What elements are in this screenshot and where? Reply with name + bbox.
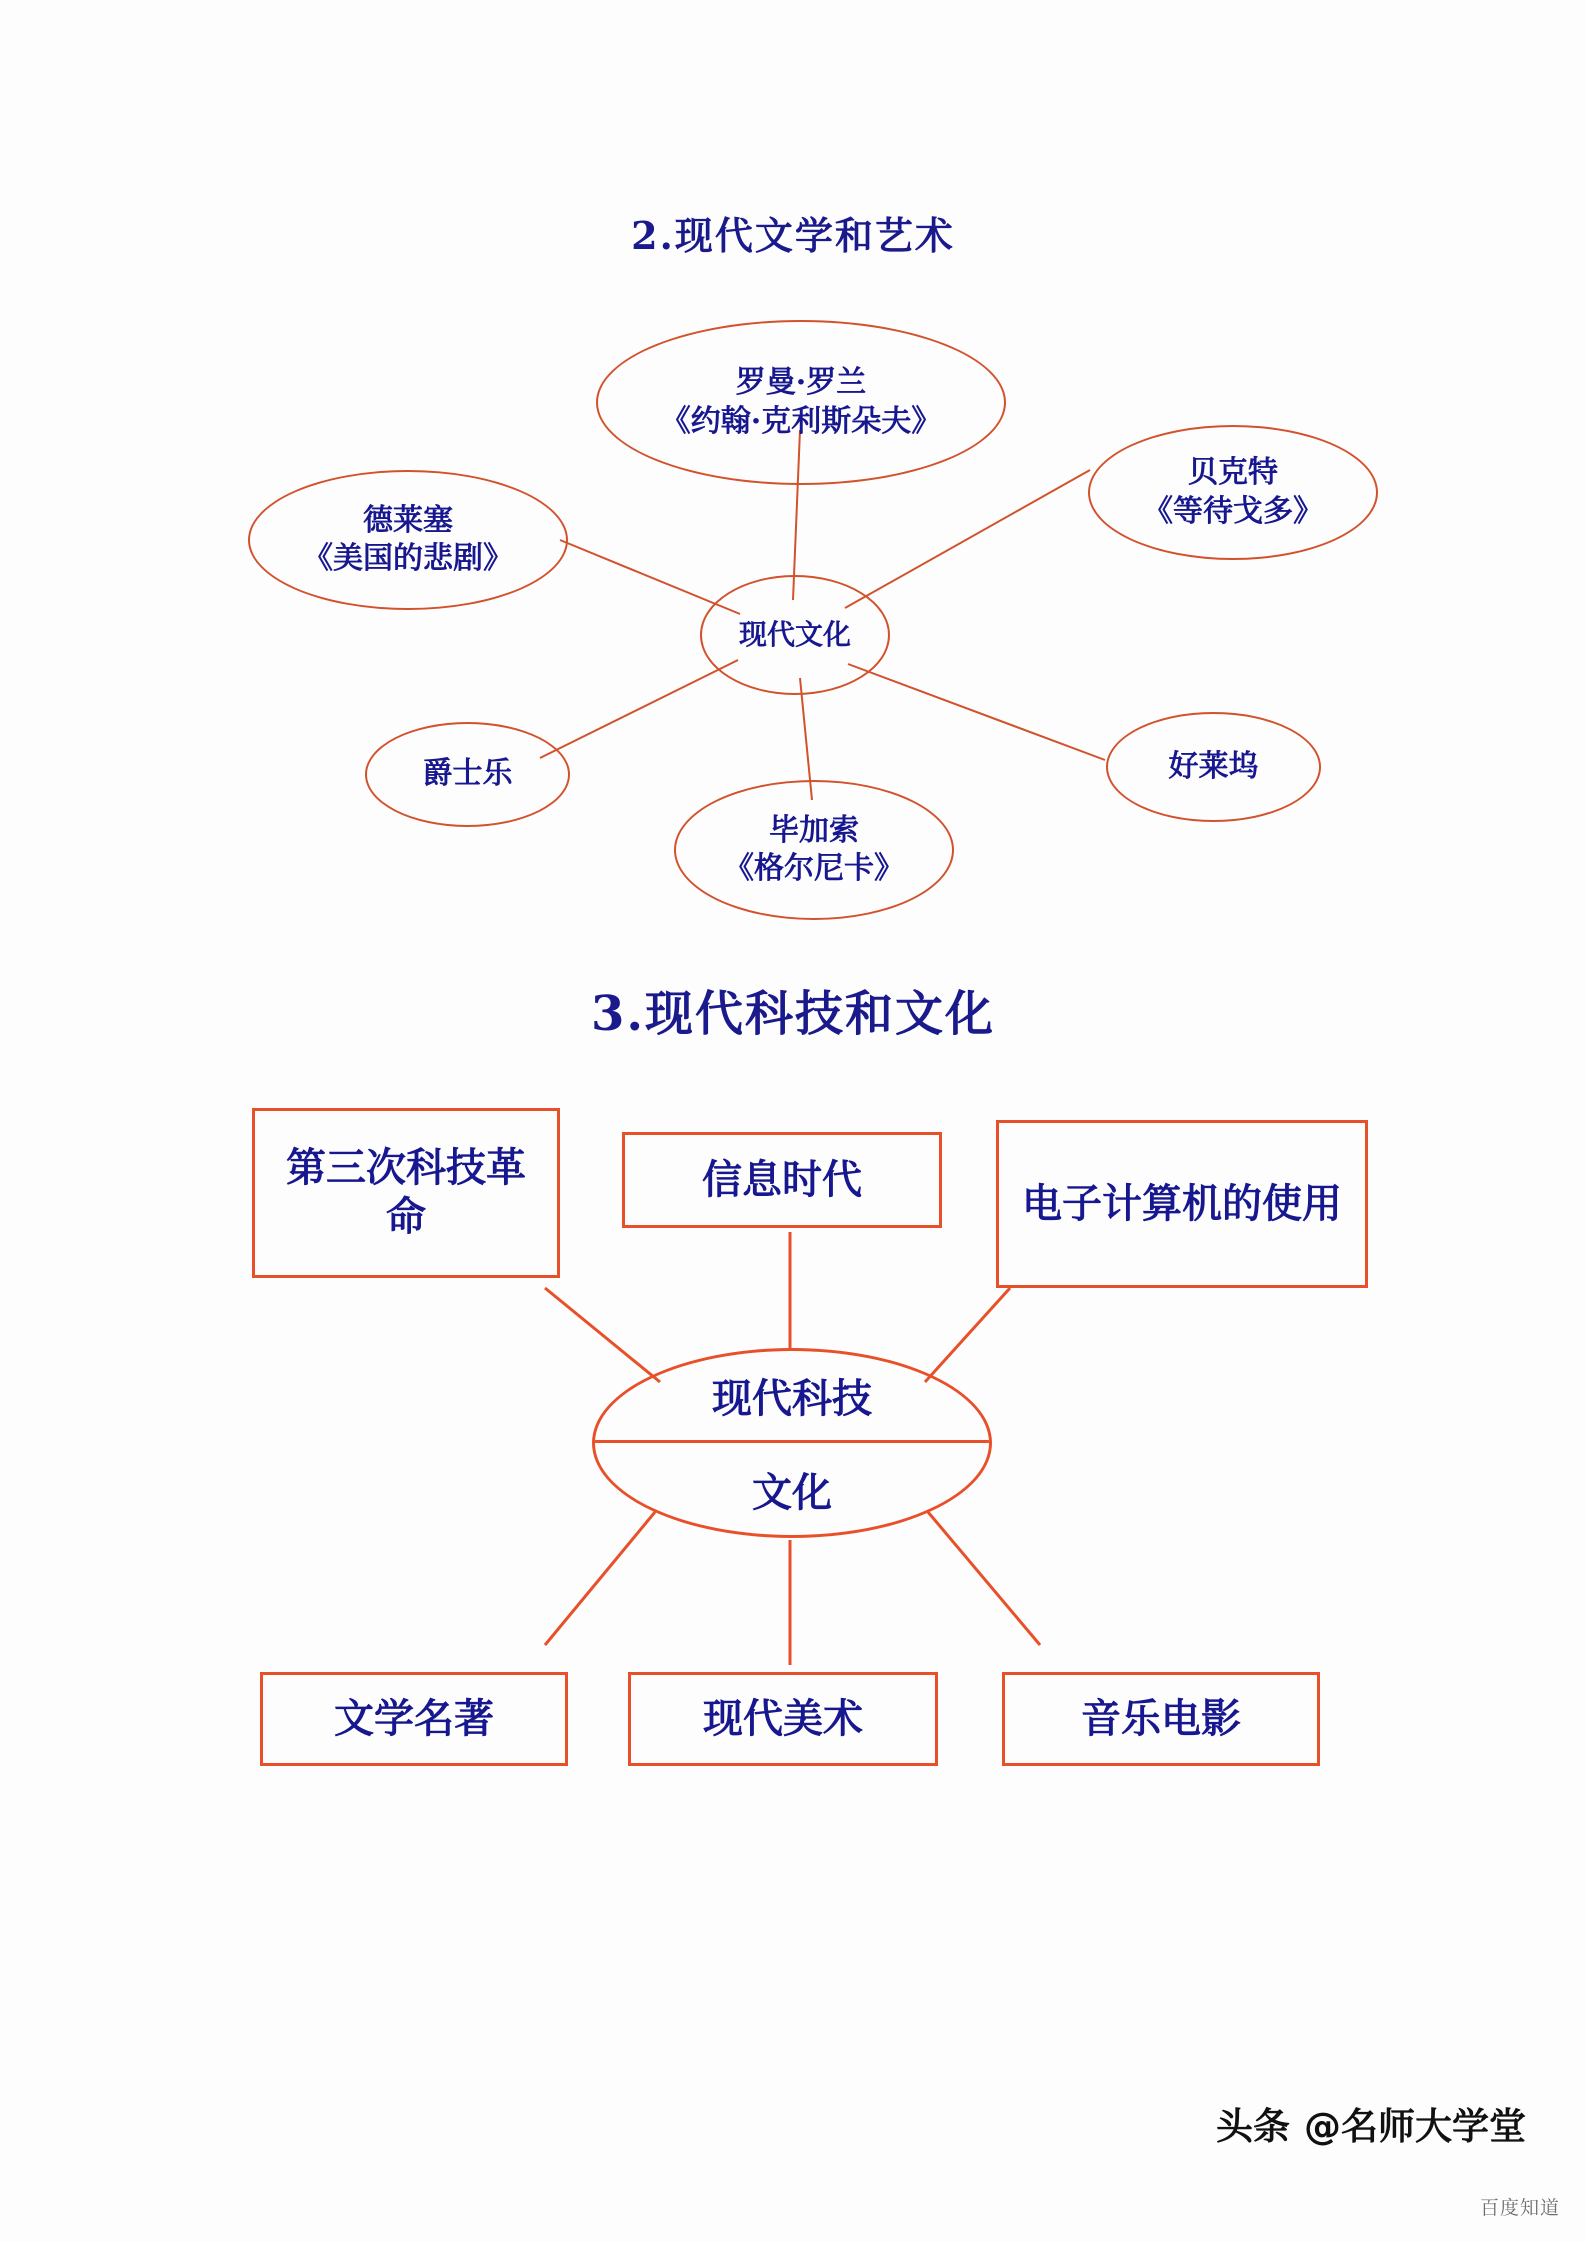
node-label: 音乐电影: [1081, 1694, 1241, 1742]
node-line: 好莱坞: [1168, 748, 1259, 784]
node-line: 毕加索: [769, 812, 859, 848]
node-center-modern-tech-culture[interactable]: [592, 1348, 992, 1538]
node-computer-use[interactable]: [996, 1120, 1368, 1288]
node-line: 《约翰·克利斯朵夫》: [660, 403, 942, 439]
node-line: 《格尔尼卡》: [724, 851, 904, 886]
node-center-line-2: 文化: [752, 1468, 832, 1516]
node-music-film[interactable]: [1002, 1672, 1320, 1766]
node-jazz[interactable]: [365, 722, 570, 827]
node-line: 德莱塞: [363, 502, 453, 538]
node-label: 信息时代: [702, 1155, 862, 1203]
node-line: 罗曼·罗兰: [735, 365, 867, 401]
node-label: 电子计算机的使用: [1022, 1179, 1342, 1227]
node-third-tech-revolution[interactable]: [252, 1108, 560, 1278]
node-literary-classics[interactable]: [260, 1672, 568, 1766]
node-line: 现代文化: [738, 618, 851, 652]
node-center-line-1: 现代科技: [595, 1351, 989, 1443]
node-picasso[interactable]: [674, 780, 954, 920]
section-2-heading: 2.现代文学和艺术: [631, 213, 955, 258]
node-modern-art[interactable]: [628, 1672, 938, 1766]
node-line: 《等待戈多》: [1143, 493, 1323, 529]
node-luo-man-luo-lan[interactable]: [596, 320, 1006, 485]
node-line: 爵士乐: [422, 756, 513, 792]
node-bei-ke-te[interactable]: [1088, 425, 1378, 560]
node-center-modern-culture[interactable]: [700, 575, 890, 695]
node-label: 现代美术: [703, 1694, 863, 1742]
footer-brand: 百度知道: [1479, 2197, 1560, 2219]
node-line: 贝克特: [1188, 455, 1278, 491]
node-label: 文学名著: [334, 1694, 494, 1742]
section-3-heading: 3.现代科技和文化: [590, 986, 996, 1042]
watermark-platform: 头条: [1216, 2105, 1290, 2148]
node-line: 《美国的悲剧》: [303, 541, 513, 576]
node-de-lai-sai[interactable]: [248, 470, 568, 610]
node-label: 第三次科技革命: [286, 1144, 526, 1240]
node-hollywood[interactable]: [1106, 712, 1321, 822]
watermark-account: @名师大学堂: [1304, 2105, 1526, 2148]
node-information-age[interactable]: [622, 1132, 942, 1228]
watermark: [1216, 2096, 1526, 2150]
